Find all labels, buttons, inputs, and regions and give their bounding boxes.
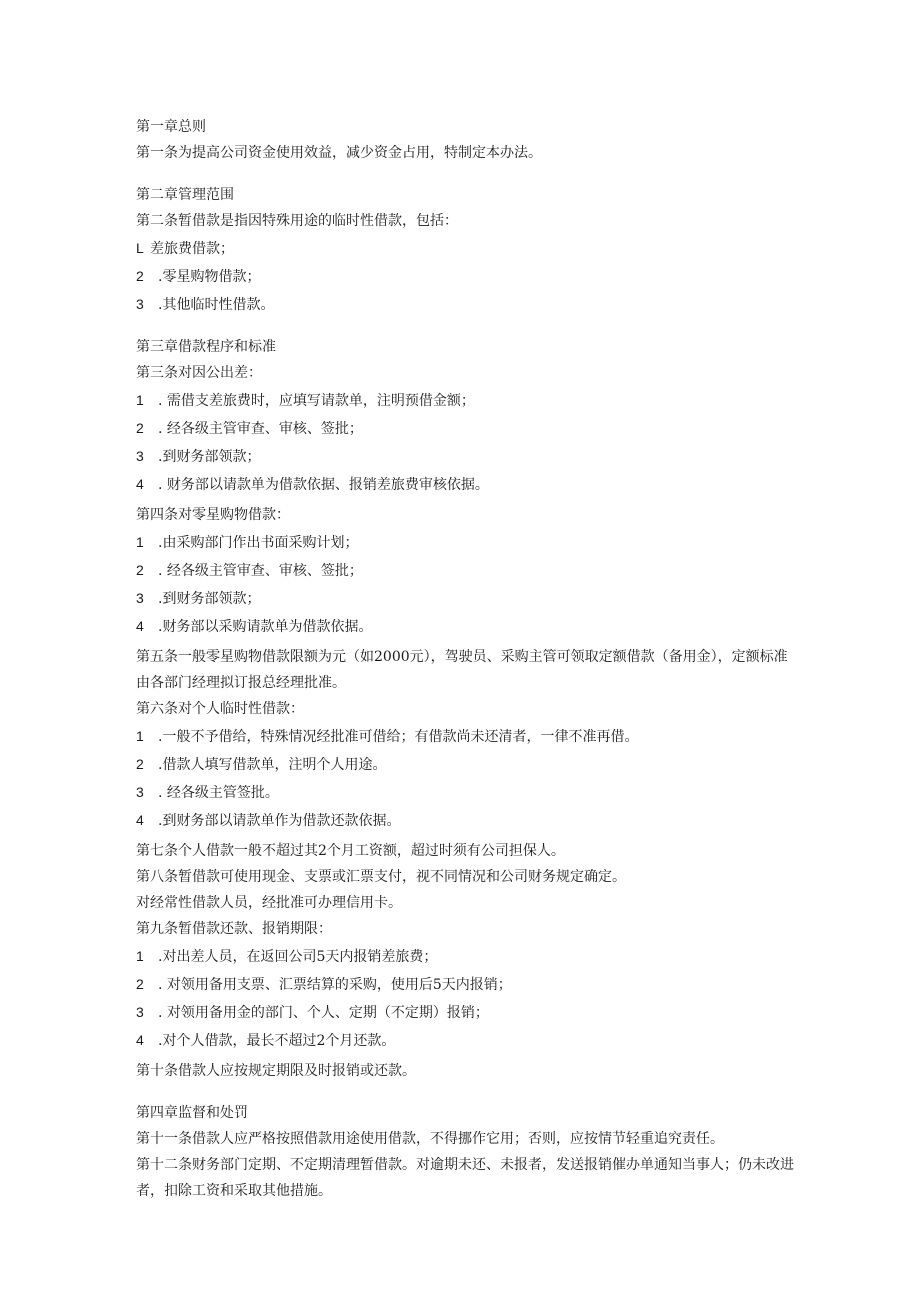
article-5: 第五条一般零星购物借款限额为元（如2000元），驾驶员、采购主管可领取定额借款（备用金），定额标准由各部门经理拟订报总经理批准。 [136, 649, 788, 691]
list-text: .到财务部领款； [158, 591, 261, 607]
list-text: .零星购物借款； [158, 269, 261, 285]
list-text: .财务部以采购请款单为借款依据。 [158, 619, 373, 635]
list-item [136, 584, 796, 612]
list-item [136, 778, 796, 806]
list-number: 3 [136, 296, 144, 312]
list-item [136, 942, 796, 970]
list-text: .到财务部领款； [158, 449, 261, 465]
list-number: 3 [136, 1004, 144, 1020]
list-item [136, 262, 796, 290]
list-text: . 对领用备用支票、汇票结算的采购，使用后5天内报销； [158, 977, 512, 993]
list-text: .对个人借款，最长不超过2个月还款。 [158, 1033, 396, 1049]
article-2: 第二条暂借款是指因特殊用途的临时性借款，包括： [136, 213, 458, 229]
article-8: 第八条暂借款可使用现金、支票或汇票支付，视不同情况和公司财务规定确定。 [136, 869, 626, 885]
list-text: .由采购部门作出书面采购计划； [158, 535, 359, 551]
document-page [136, 114, 796, 1204]
list-item [136, 722, 796, 750]
article-11: 第十一条借款人应严格按照借款用途使用借款，不得挪作它用；否则，应按情节轻重追究责任。 [136, 1131, 724, 1147]
article-7: 第七条个人借款一般不超过其2个月工资额，超过时须有公司担保人。 [136, 843, 565, 859]
article-10: 第十条借款人应按规定期限及时报销或还款。 [136, 1063, 416, 1079]
list-item [136, 528, 796, 556]
article-3-title: 第三条对因公出差： [136, 365, 262, 381]
list-item [136, 234, 796, 262]
list-number: 3 [136, 590, 144, 606]
list-number: L [136, 240, 144, 256]
list-item [136, 612, 796, 640]
list-number: 2 [136, 562, 144, 578]
list-text: .对出差人员，在返回公司5天内报销差旅费； [158, 949, 438, 965]
list-text: 差旅费借款； [150, 241, 234, 257]
list-number: 1 [136, 534, 144, 550]
list-text: .其他临时性借款。 [158, 297, 275, 313]
list-item [136, 750, 796, 778]
article-6-title: 第六条对个人临时性借款： [136, 701, 304, 717]
list-item [136, 386, 796, 414]
list-text: .一般不予借给，特殊情况经批准可借给；有借款尚未还清者，一律不准再借。 [158, 729, 639, 745]
list-text: . 经各级主管审查、审核、签批； [158, 421, 363, 437]
list-number: 2 [136, 756, 144, 772]
list-item [136, 998, 796, 1026]
list-number: 1 [136, 948, 144, 964]
list-text: .到财务部以请款单作为借款还款依据。 [158, 813, 401, 829]
list-text: . 经各级主管审查、审核、签批； [158, 563, 363, 579]
chapter-4-title: 第四章监督和处罚 [136, 1105, 248, 1121]
article-12: 第十二条财务部门定期、不定期清理暂借款。对逾期未还、未报者，发送报销催办单通知当事人；仍未改进者，扣除工资和采取其他措施。 [136, 1157, 794, 1199]
article-1: 第一条为提高公司资金使用效益，减少资金占用，特制定本办法。 [136, 145, 542, 161]
list-number: 1 [136, 392, 144, 408]
list-number: 2 [136, 268, 144, 284]
list-item [136, 806, 796, 834]
list-item [136, 1026, 796, 1054]
list-number: 3 [136, 784, 144, 800]
list-number: 2 [136, 976, 144, 992]
list-number: 3 [136, 448, 144, 464]
list-number: 4 [136, 812, 144, 828]
list-item [136, 290, 796, 318]
chapter-3-title: 第三章借款程序和标准 [136, 339, 276, 355]
list-text: . 对领用备用金的部门、个人、定期（不定期）报销； [158, 1005, 489, 1021]
article-8-note: 对经常性借款人员，经批准可办理信用卡。 [136, 895, 402, 911]
article-4-title: 第四条对零星购物借款： [136, 507, 290, 523]
list-item [136, 470, 796, 498]
list-item [136, 970, 796, 998]
list-item [136, 556, 796, 584]
list-item [136, 442, 796, 470]
list-number: 2 [136, 420, 144, 436]
list-text: . 需借支差旅费时，应填写请款单，注明预借金额； [158, 393, 475, 409]
list-number: 4 [136, 476, 144, 492]
list-item [136, 414, 796, 442]
chapter-2-title: 第二章管理范围 [136, 187, 234, 203]
list-text: .借款人填写借款单，注明个人用途。 [158, 757, 387, 773]
list-text: . 财务部以请款单为借款依据、报销差旅费审核依据。 [158, 477, 489, 493]
article-9-title: 第九条暂借款还款、报销期限： [136, 921, 332, 937]
list-number: 1 [136, 728, 144, 744]
list-number: 4 [136, 1032, 144, 1048]
chapter-1-title: 第一章总则 [136, 119, 206, 135]
list-text: . 经各级主管签批。 [158, 785, 279, 801]
list-number: 4 [136, 618, 144, 634]
